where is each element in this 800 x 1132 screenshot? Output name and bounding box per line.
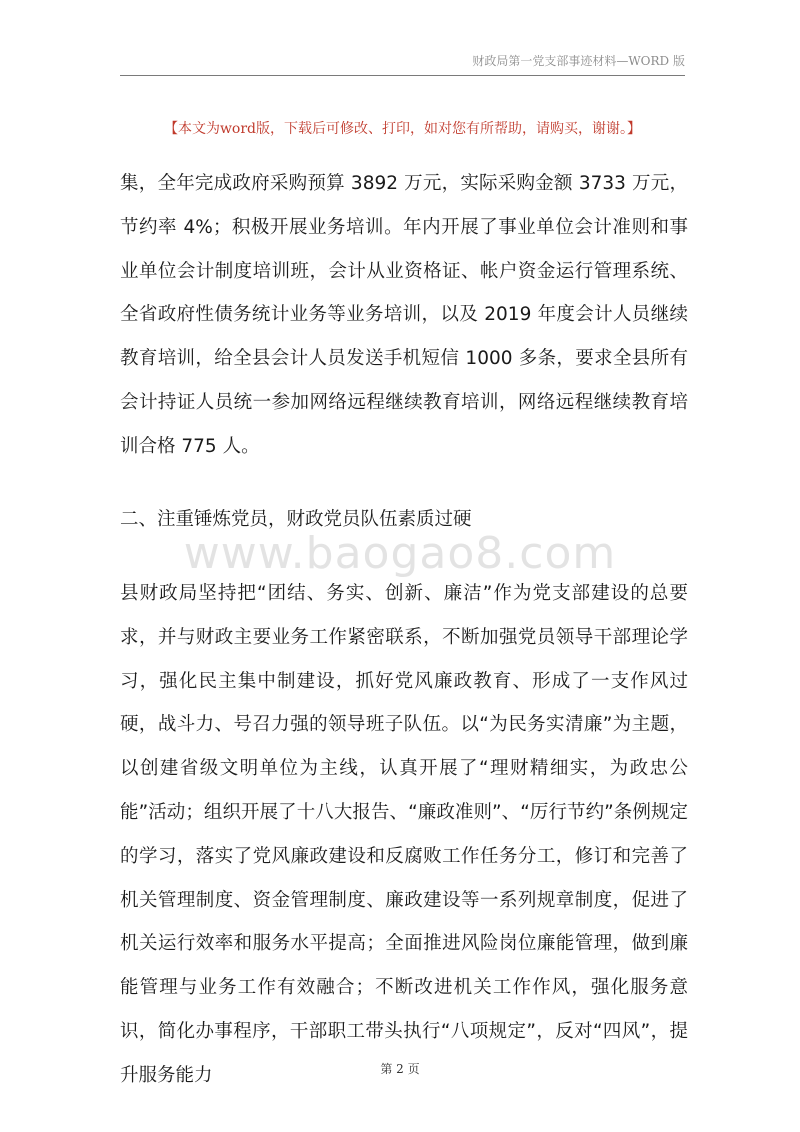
page-number: 第 2 页 xyxy=(380,1062,420,1076)
section-heading-2: 二、注重锤炼党员，财政党员队伍素质过硬 xyxy=(120,509,472,530)
page-header-title: 财政局第一党支部事迹材料—WORD 版 xyxy=(472,54,685,68)
body-paragraph-2: 县财政局坚持把“团结、务实、创新、廉洁”作为党支部建设的总要求，并与财政主要业务工作紧密联系，不断加强党员领导干部理论学习，强化民主集中制建设，抓好党风廉政教育、形成了一支作风过硬，战斗力、号召力强的领导班子队伍。以“为民务实清廉”为主题，以创建省级文明单位为主线，认真开展了“理财精细实，为政忠公能”活动；组织开展了十八大报告、“廉政准则”、“厉行节约”条例规定的学习，落实了党风廉政建设和反腐败工作任务分工，修订和完善了机关管理制度、资金管理制度、廉政建设等一系列规章制度，促进了机关运行效率和服务水平提高；全面推进风险岗位廉能管理，做到廉能管理与业务工作有效融合；不断改进机关工作作风，强化服务意识，简化办事程序，干部职工带头执行“八项规定”，反对“四风”，提升服务能力 xyxy=(120,583,688,1086)
watermark: www.baogao8.com xyxy=(183,528,617,579)
header-divider xyxy=(120,75,685,76)
body-paragraph-1: 集，全年完成政府采购预算 3892 万元，实际采购金额 3733 万元，节约率 4%；积极开展业务培训。年内开展了事业单位会计准则和事业单位会计制度培训班，会计从业资格证、帐户资金运行管理系统、全省政府性债务统计业务等业务培训，以及 2019 年度会计人员继续教育培训，给全县会计人员发送手机短信 1000 多条，要求全县所有会计持证人员统一参加网络远程继续教育培训，网络远程继续教育培训合格 775 人。 xyxy=(120,173,688,457)
purchase-notice: 【本文为word版，下载后可修改、打印，如对您有所帮助，请购买，谢谢。】 xyxy=(163,121,642,137)
